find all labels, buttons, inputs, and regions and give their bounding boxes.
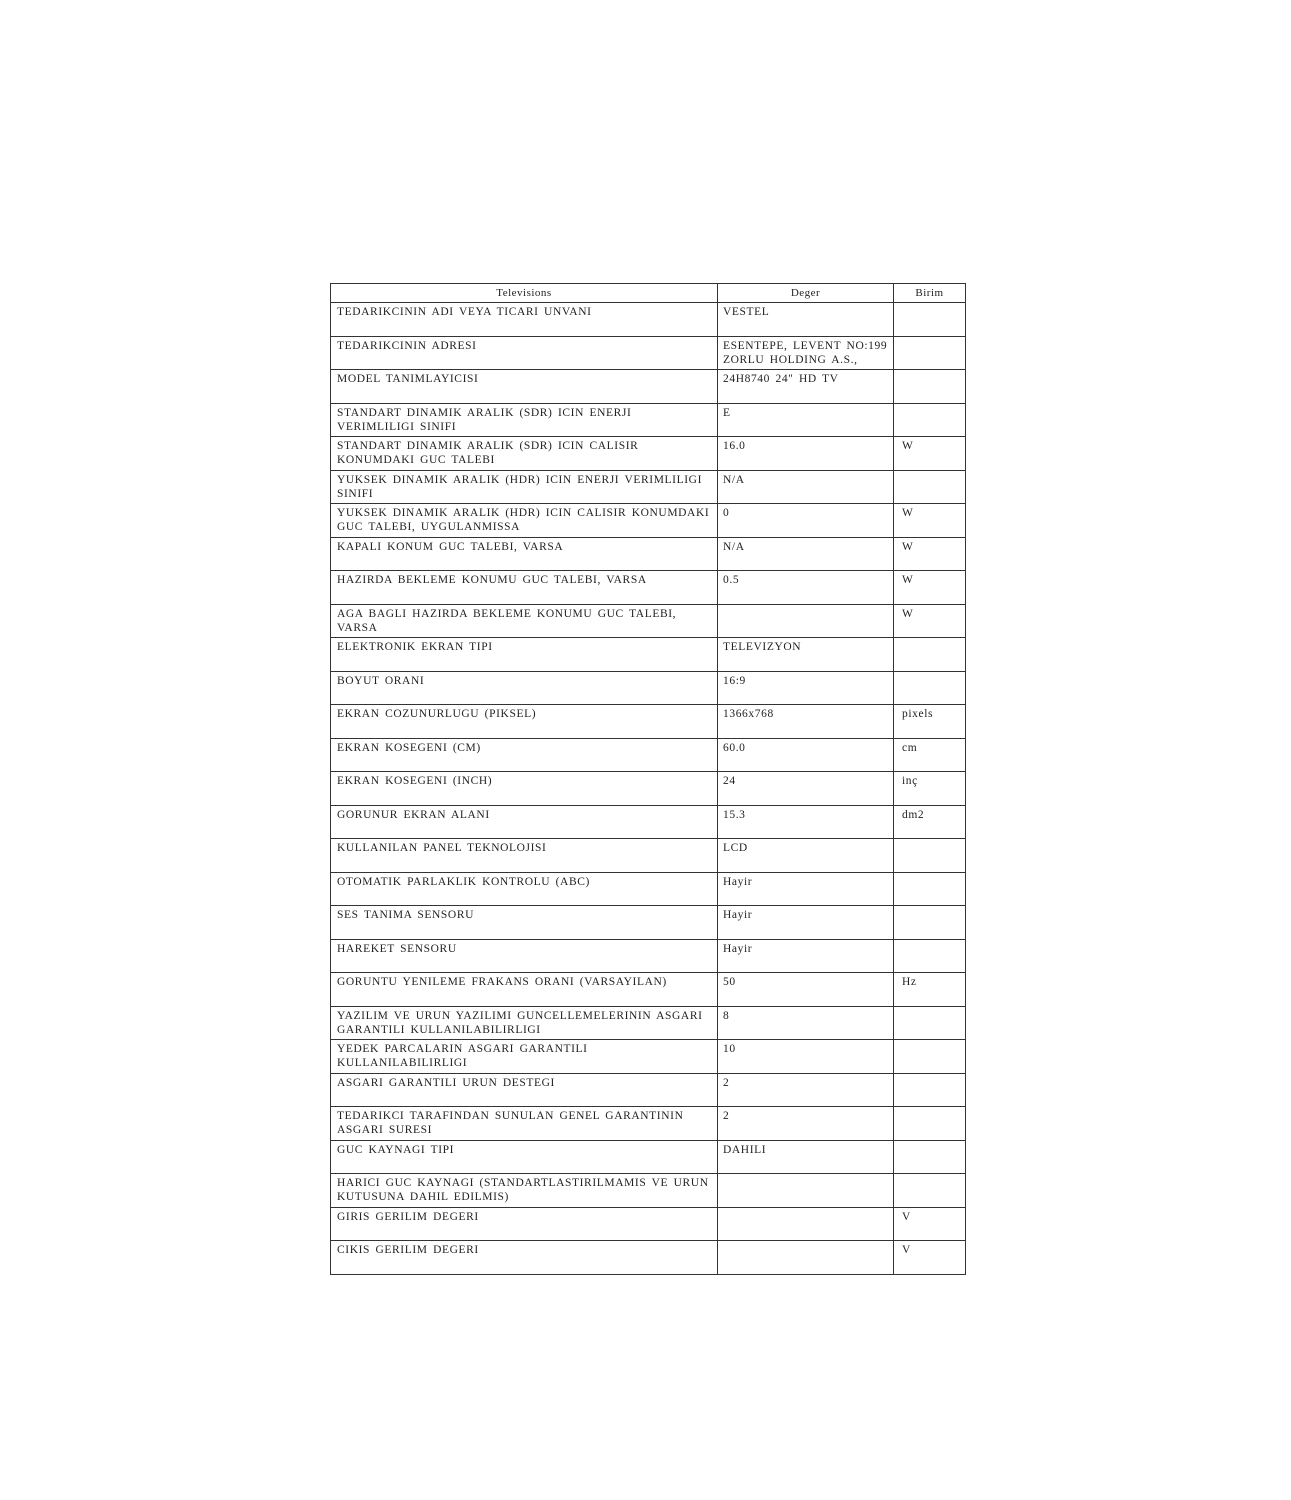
row-value: N/A: [718, 537, 894, 571]
row-label: MODEL TANIMLAYICISI: [331, 370, 718, 404]
row-label: HAREKET SENSORU: [331, 939, 718, 973]
row-label: CIKIS GERILIM DEGERI: [331, 1241, 718, 1275]
row-value: [718, 1207, 894, 1241]
table-row: [331, 504, 966, 538]
row-unit: [894, 906, 966, 940]
table-row: [331, 537, 966, 571]
row-value: 50: [718, 973, 894, 1007]
table-row: [331, 1073, 966, 1107]
table-row: [331, 336, 966, 370]
row-value: [718, 604, 894, 638]
row-unit: W: [894, 437, 966, 471]
row-unit: [894, 671, 966, 705]
table-row: [331, 403, 966, 437]
row-value: 2: [718, 1073, 894, 1107]
row-label: KULLANILAN PANEL TEKNOLOJISI: [331, 839, 718, 873]
row-label: STANDART DINAMIK ARALIK (SDR) ICIN CALISIR KONUMDAKI GUC TALEBI: [331, 437, 718, 471]
table-row: [331, 738, 966, 772]
row-value: 8: [718, 1006, 894, 1040]
row-unit: V: [894, 1241, 966, 1275]
row-label: GUC KAYNAGI TIPI: [331, 1140, 718, 1174]
row-label: ELEKTRONIK EKRAN TIPI: [331, 638, 718, 672]
row-label: EKRAN KOSEGENI (CM): [331, 738, 718, 772]
row-label: TEDARIKCININ ADRESI: [331, 336, 718, 370]
row-label: GORUNTU YENILEME FRAKANS ORANI (VARSAYILAN): [331, 973, 718, 1007]
table-row: [331, 805, 966, 839]
row-unit: [894, 303, 966, 337]
column-header-unit: Birim: [894, 284, 966, 303]
row-label: YEDEK PARCALARIN ASGARI GARANTILI KULLANILABILIRLIGI: [331, 1040, 718, 1074]
row-value: VESTEL: [718, 303, 894, 337]
row-label: GIRIS GERILIM DEGERI: [331, 1207, 718, 1241]
row-label: ASGARI GARANTILI URUN DESTEGI: [331, 1073, 718, 1107]
row-unit: W: [894, 604, 966, 638]
row-unit: Hz: [894, 973, 966, 1007]
table-row: [331, 973, 966, 1007]
row-unit: inç: [894, 772, 966, 806]
row-label: BOYUT ORANI: [331, 671, 718, 705]
row-value: 16:9: [718, 671, 894, 705]
table-row: [331, 1174, 966, 1208]
row-label: YAZILIM VE URUN YAZILIMI GUNCELLEMELERININ ASGARI GARANTILI KULLANILABILIRLIGI: [331, 1006, 718, 1040]
table-header-row: [331, 284, 966, 303]
row-value: N/A: [718, 470, 894, 504]
table-row: [331, 705, 966, 739]
row-unit: [894, 872, 966, 906]
table-row: [331, 839, 966, 873]
spec-sheet: [330, 283, 965, 1275]
row-value: [718, 1174, 894, 1208]
row-label: HAZIRDA BEKLEME KONUMU GUC TALEBI, VARSA: [331, 571, 718, 605]
row-unit: [894, 1073, 966, 1107]
row-value: 60.0: [718, 738, 894, 772]
table-row: [331, 772, 966, 806]
row-label: AGA BAGLI HAZIRDA BEKLEME KONUMU GUC TALEBI, VARSA: [331, 604, 718, 638]
row-value: 24H8740 24" HD TV: [718, 370, 894, 404]
table-row: [331, 1140, 966, 1174]
row-value: 24: [718, 772, 894, 806]
row-label: TEDARIKCI TARAFINDAN SUNULAN GENEL GARANTININ ASGARI SURESI: [331, 1107, 718, 1141]
column-header-product: Televisions: [331, 284, 718, 303]
table-row: [331, 1107, 966, 1141]
row-unit: [894, 1040, 966, 1074]
row-value: Hayir: [718, 939, 894, 973]
table-body: [331, 303, 966, 1275]
row-value: [718, 1241, 894, 1275]
row-value: ESENTEPE, LEVENT NO:199 ZORLU HOLDING A.S.,: [718, 336, 894, 370]
table-row: [331, 939, 966, 973]
row-unit: [894, 1006, 966, 1040]
row-unit: pixels: [894, 705, 966, 739]
table-row: [331, 671, 966, 705]
row-unit: [894, 939, 966, 973]
row-value: 1366x768: [718, 705, 894, 739]
row-value: DAHILI: [718, 1140, 894, 1174]
row-unit: dm2: [894, 805, 966, 839]
row-label: KAPALI KONUM GUC TALEBI, VARSA: [331, 537, 718, 571]
table-row: [331, 1040, 966, 1074]
row-label: HARICI GUC KAYNAGI (STANDARTLASTIRILMAMIS VE URUN KUTUSUNA DAHIL EDILMIS): [331, 1174, 718, 1208]
row-label: YUKSEK DINAMIK ARALIK (HDR) ICIN CALISIR KONUMDAKI GUC TALEBI, UYGULANMISSA: [331, 504, 718, 538]
row-label: OTOMATIK PARLAKLIK KONTROLU (ABC): [331, 872, 718, 906]
row-unit: [894, 470, 966, 504]
table-row: [331, 638, 966, 672]
row-value: 2: [718, 1107, 894, 1141]
row-unit: [894, 839, 966, 873]
row-unit: W: [894, 571, 966, 605]
row-unit: V: [894, 1207, 966, 1241]
table-row: [331, 604, 966, 638]
row-unit: [894, 1174, 966, 1208]
row-label: SES TANIMA SENSORU: [331, 906, 718, 940]
row-value: LCD: [718, 839, 894, 873]
row-unit: [894, 370, 966, 404]
row-unit: [894, 403, 966, 437]
row-value: TELEVIZYON: [718, 638, 894, 672]
table-row: [331, 470, 966, 504]
row-value: E: [718, 403, 894, 437]
product-info-table: [330, 283, 966, 1275]
row-value: 0: [718, 504, 894, 538]
table-row: [331, 872, 966, 906]
table-row: [331, 1006, 966, 1040]
row-unit: [894, 1140, 966, 1174]
row-unit: [894, 336, 966, 370]
table-row: [331, 1207, 966, 1241]
row-value: 16.0: [718, 437, 894, 471]
table-row: [331, 437, 966, 471]
table-row: [331, 1241, 966, 1275]
table-row: [331, 303, 966, 337]
row-label: EKRAN KOSEGENI (INCH): [331, 772, 718, 806]
row-unit: cm: [894, 738, 966, 772]
table-row: [331, 906, 966, 940]
row-unit: [894, 1107, 966, 1141]
row-unit: [894, 638, 966, 672]
row-label: YUKSEK DINAMIK ARALIK (HDR) ICIN ENERJI VERIMLILIGI SINIFI: [331, 470, 718, 504]
row-label: TEDARIKCININ ADI VEYA TICARI UNVANI: [331, 303, 718, 337]
row-unit: W: [894, 504, 966, 538]
row-unit: W: [894, 537, 966, 571]
row-label: EKRAN COZUNURLUGU (PIKSEL): [331, 705, 718, 739]
row-value: 10: [718, 1040, 894, 1074]
table-row: [331, 571, 966, 605]
row-value: 15.3: [718, 805, 894, 839]
table-row: [331, 370, 966, 404]
column-header-value: Deger: [718, 284, 894, 303]
row-value: 0.5: [718, 571, 894, 605]
row-label: GORUNUR EKRAN ALANI: [331, 805, 718, 839]
row-value: Hayir: [718, 906, 894, 940]
row-value: Hayir: [718, 872, 894, 906]
row-label: STANDART DINAMIK ARALIK (SDR) ICIN ENERJI VERIMLILIGI SINIFI: [331, 403, 718, 437]
